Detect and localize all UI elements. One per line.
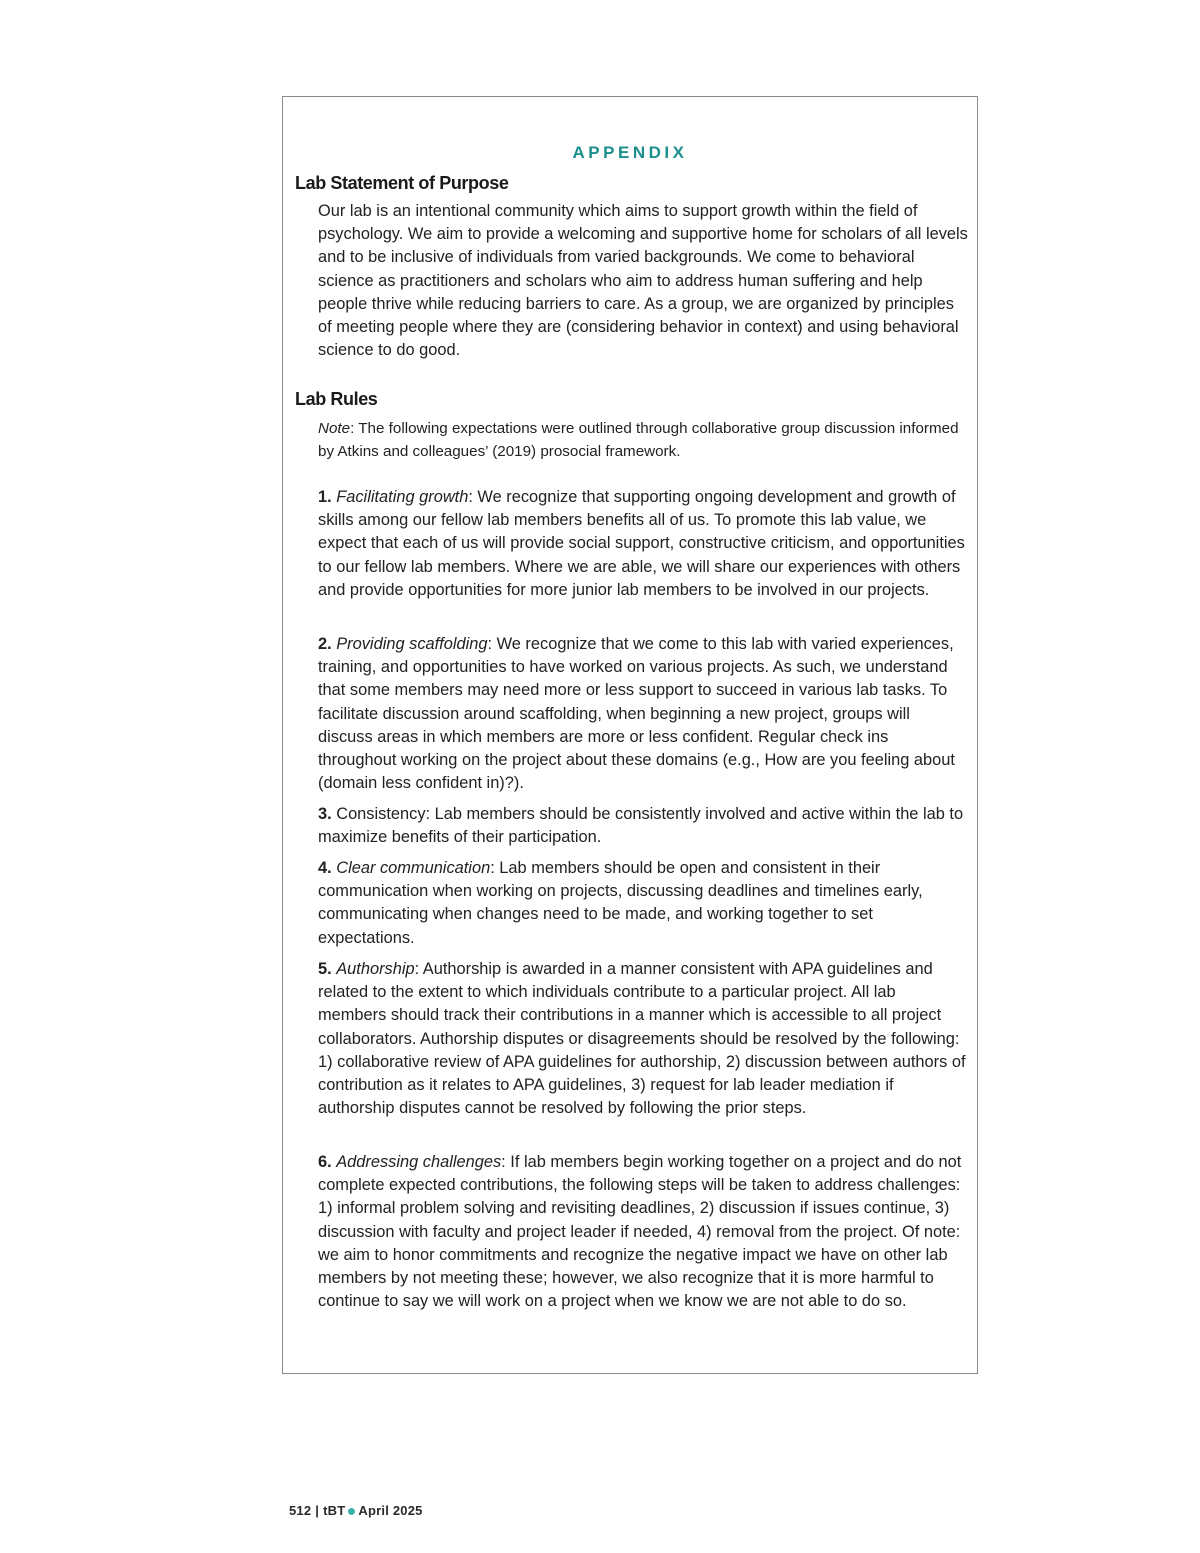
rule-text: : If lab members begin working together on a project and do not complete expected contributions, the following steps will be taken to address challenges: 1) informal problem solving and revisiting deadlines, 2) discussion if issues continue, 3) discussion with faculty and project leader if needed, 4) removal from the project. Of note: we aim to honor commitments and recognize the negative impact we have on other lab members by not meeting these; however, we also recognize that it is more harmful to continue to say we will work on a project when we know we are not able to do so.	[318, 1153, 962, 1311]
rule-text: : We recognize that we come to this lab with varied experiences, training, and opportunities to have worked on various projects. As such, we understand that some members may need more or less support to succeed in various lab tasks. To facilitate discussion around scaffolding, when beginning a new project, groups will discuss areas in which members are more or less confident. Regular check ins throughout working on the project about these domains (e.g., How are you feeling about (domain less confident in)?).	[318, 635, 955, 793]
appendix-title: APPENDIX	[572, 143, 688, 162]
rule-number: 2.	[318, 635, 332, 653]
rule-item	[318, 958, 968, 1120]
rule-number: 1.	[318, 488, 332, 506]
journal-name: tBT	[323, 1503, 346, 1518]
rule-title: Authorship	[336, 960, 415, 978]
purpose-body: Our lab is an intentional community which aims to support growth within the field of psychology. We aim to provide a welcoming and supportive home for scholars of all levels and to be inclusive of individuals from varied backgrounds. We come to behavioral science as practitioners and scholars who aim to address human suffering and help people thrive while reducing barriers to care. As a group, we are organized by principles of meeting people where they are (considering behavior in context) and using behavioral science to do good.	[318, 202, 968, 360]
page-number: 512	[289, 1503, 312, 1518]
purpose-heading: Lab Statement of Purpose	[295, 173, 509, 193]
rule-title: Facilitating growth	[336, 488, 469, 506]
rule-number: 4.	[318, 859, 332, 877]
rule-item	[318, 857, 968, 950]
rules-heading: Lab Rules	[295, 389, 378, 409]
rule-text: : Lab members should be open and consistent in their communication when working on projects, discussing deadlines and timelines early, communicating when changes need to be made, and working together to set expectations.	[318, 859, 923, 947]
appendix-box	[282, 96, 978, 1374]
footer-separator: |	[315, 1503, 320, 1518]
rule-item	[318, 633, 968, 795]
page-footer	[289, 1503, 423, 1518]
note-label: Note	[318, 420, 351, 437]
rule-title: Addressing challenges	[336, 1153, 502, 1171]
rule-text: : We recognize that supporting ongoing development and growth of skills among our fellow lab members benefits all of us. To promote this lab value, we expect that each of us will provide social support, constructive criticism, and opportunities to our fellow lab members. Where we are able, we will share our experiences with others and provide opportunities for more junior lab members to be involved in our projects.	[318, 488, 965, 599]
rule-number: 6.	[318, 1153, 332, 1171]
rule-text: : Authorship is awarded in a manner consistent with APA guidelines and related to the extent to which individuals contribute to a particular project. All lab members should track their contributions in a manner which is accessible to all project collaborators. Authorship disputes or disagreements should be resolved by the following: 1) collaborative review of APA guidelines for authorship, 2) discussion between authors of contribution as it relates to APA guidelines, 3) request for lab leader mediation if authorship disputes cannot be resolved by following the prior steps.	[318, 960, 966, 1118]
rule-item	[318, 486, 968, 602]
rule-title: Consistency	[336, 805, 426, 823]
rules-note	[318, 417, 968, 463]
rule-text: : Lab members should be consistently involved and active within the lab to maximize benefits of their participation.	[318, 805, 964, 847]
rule-item	[318, 803, 968, 849]
rule-title: Clear communication	[336, 859, 491, 877]
note-text: : The following expectations were outlined through collaborative group discussion informed by Atkins and colleagues’ (2019) prosocial framework.	[318, 420, 959, 460]
issue-date: April 2025	[358, 1503, 423, 1518]
rule-number: 5.	[318, 960, 332, 978]
bullet-dot-icon	[348, 1508, 355, 1515]
rule-item	[318, 1151, 968, 1313]
rule-number: 3.	[318, 805, 332, 823]
rule-title: Providing scaffolding	[336, 635, 488, 653]
